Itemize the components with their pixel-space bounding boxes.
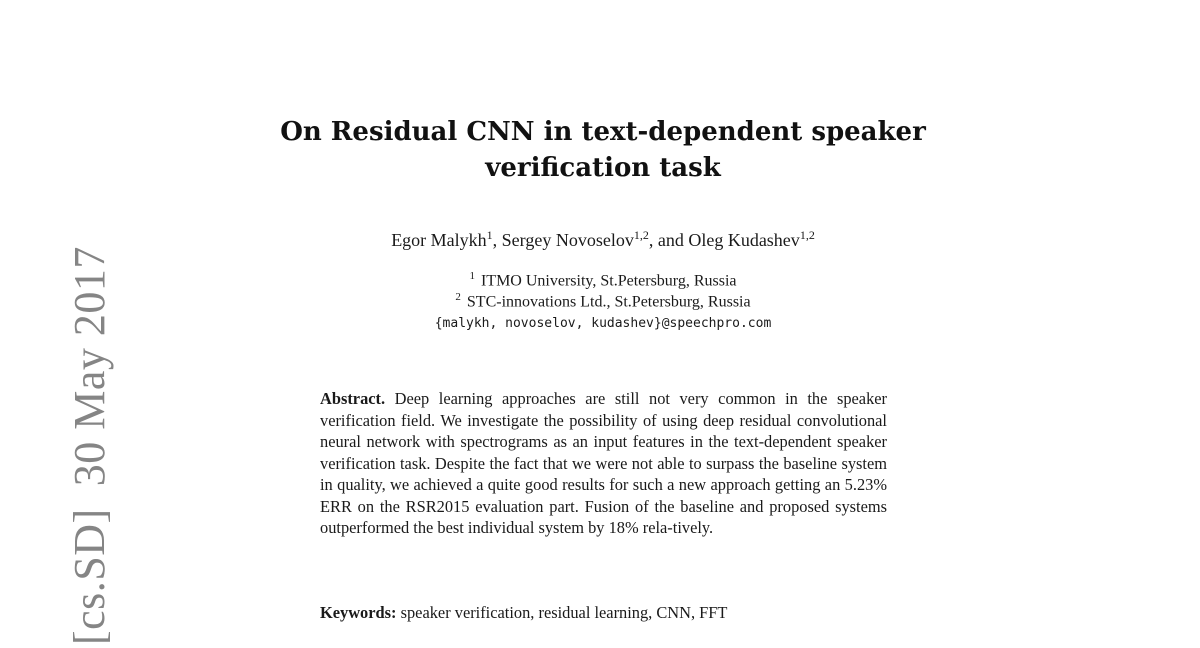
affiliation-2: [250, 291, 956, 311]
abstract-label: Abstract.: [320, 389, 386, 408]
affil-mark: 2: [455, 291, 461, 303]
author-name: Egor Malykh: [391, 230, 487, 250]
title-line-2: verification task: [485, 153, 721, 183]
author-email: {malykh, novoselov, kudashev}@speechpro.com: [434, 316, 772, 331]
keywords-label: Keywords:: [320, 603, 397, 622]
author-name: Oleg Kudashev: [688, 230, 800, 250]
author-affil-mark: 1,2: [633, 228, 649, 242]
abstract-text: Deep learning approaches are still not very common in the speaker verification field. We investigate the possibility of using deep residual convolutional neural network with spectrograms as an input features in the text-dependent speaker verification task. Despite the fact that we were not able to surpass the baseline system in quality, we achieved a quite good results for such a new approach getting an 5.23% ERR on the RSR2015 evaluation part. Fusion of the baseline and proposed systems outperformed the best individual system by 18% rela-tively.: [320, 389, 887, 537]
author-list: [250, 228, 956, 251]
abstract: [320, 388, 887, 539]
affil-mark: 1: [469, 270, 475, 282]
arxiv-stamp: [65, 246, 114, 645]
arxiv-category: [cs.SD]: [65, 508, 114, 645]
affil-text: STC-innovations Ltd., St.Petersburg, Russia: [466, 293, 751, 311]
affiliation-1: [250, 270, 956, 290]
paper-title: [250, 114, 956, 186]
author-affil-mark: 1: [486, 228, 493, 242]
author-separator: , and: [648, 230, 689, 250]
author-affil-mark: 1,2: [799, 228, 815, 242]
title-line-1: On Residual CNN in text-dependent speaker: [280, 117, 926, 147]
arxiv-date: 30 May 2017: [65, 246, 114, 487]
author-name: Sergey Novoselov: [501, 230, 634, 250]
keywords: [320, 602, 887, 623]
affil-text: ITMO University, St.Petersburg, Russia: [480, 272, 737, 290]
keywords-text: speaker verification, residual learning, CNN, FFT: [400, 603, 728, 622]
author-separator: ,: [492, 230, 502, 250]
